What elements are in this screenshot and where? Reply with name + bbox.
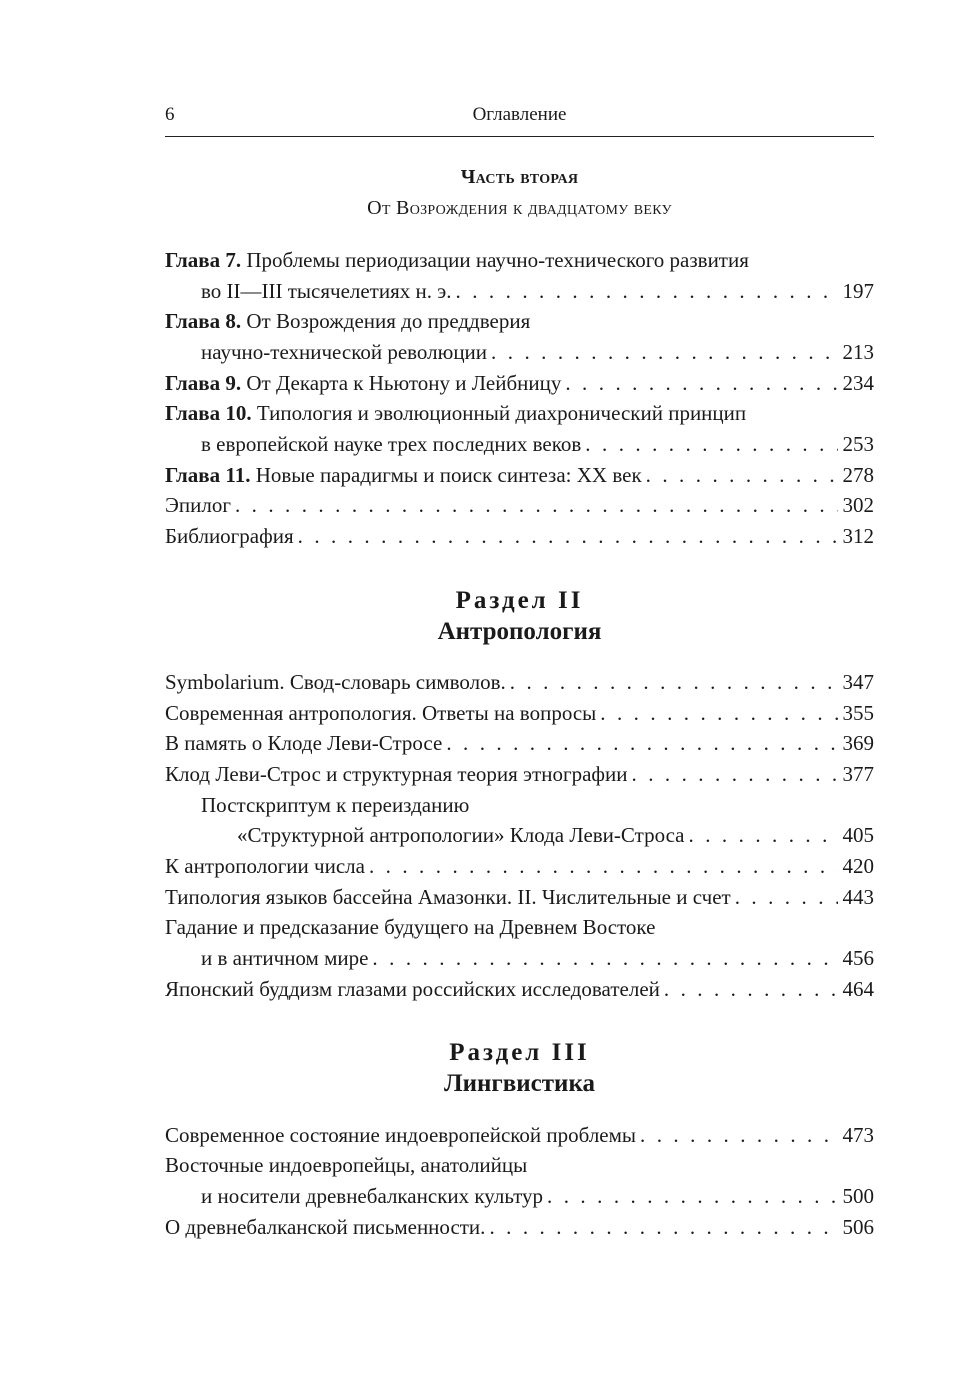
toc-entry-sub [201, 790, 874, 820]
entry-title: В память о Клоде Леви-Стросе [165, 731, 443, 755]
entry-title: Библиография [165, 524, 294, 548]
entry-title: Современная антропология. Ответы на вопросы [165, 701, 597, 725]
leader-dots [581, 429, 838, 459]
leader-dots [731, 882, 838, 912]
entry-title: К антропологии числа [165, 854, 365, 878]
section-subtitle: Антропология [437, 618, 602, 645]
leader-dots [543, 1181, 838, 1211]
page-ref: 197 [842, 279, 874, 303]
leader-dots [506, 667, 838, 697]
leader-dots [487, 337, 838, 367]
toc-entry-chapter11 [165, 460, 874, 490]
chapter-title-cont: во II—III тысячелетиях н. э. [201, 279, 452, 303]
page-ref: 278 [842, 463, 874, 487]
toc-entry-epilogue [165, 490, 874, 520]
toc-entry-chapter7 [165, 245, 874, 275]
chapter-label: Глава 8. [165, 309, 242, 333]
running-title: Оглавление [472, 104, 567, 125]
page-ref: 473 [842, 1123, 874, 1147]
chapter-label: Глава 7. [165, 248, 242, 272]
part-title: Часть вторая [460, 166, 579, 188]
page-ref: 302 [842, 493, 874, 517]
entry-title-cont: и в античном мире [201, 946, 369, 970]
page-ref: 369 [842, 731, 874, 755]
leader-dots [628, 759, 839, 789]
entry-title: Современное состояние индоевропейской проблемы [165, 1123, 637, 1147]
part-subtitle: От Возрождения к двадцатому веку [367, 197, 672, 219]
toc-entry-chapter10 [165, 398, 874, 428]
toc-entry [165, 1120, 874, 1150]
entry-title: О древнебалканской письменности. [165, 1215, 486, 1239]
page-ref: 443 [842, 885, 874, 909]
page-ref: 420 [842, 854, 874, 878]
page-ref: 312 [842, 524, 874, 548]
toc-entry [165, 974, 874, 1004]
chapter-title: Проблемы периодизации научно-технического развития [246, 248, 749, 272]
page-ref: 347 [842, 670, 874, 694]
page-ref: 355 [842, 701, 874, 725]
leader-dots [596, 698, 838, 728]
leader-dots [368, 943, 838, 973]
toc-entry [165, 728, 874, 758]
entry-title: Symbolarium. Свод-словарь символов. [165, 670, 506, 694]
toc-entry-chapter7-cont [201, 276, 874, 306]
page-ref: 405 [842, 823, 874, 847]
toc-entry-chapter10-cont [201, 429, 874, 459]
toc-entry [165, 1212, 874, 1242]
toc-entry-sub-cont [237, 820, 874, 850]
chapter-title-cont: в европейской науке трех последних веков [201, 432, 582, 456]
entry-title: Восточные индоевропейцы, анатолийцы [165, 1153, 528, 1177]
leader-dots [442, 728, 838, 758]
leader-dots [294, 521, 838, 551]
page-ref: 377 [842, 762, 874, 786]
chapter-title-cont: научно-технической революции [201, 340, 488, 364]
chapter-label: Глава 11. [165, 463, 251, 487]
toc-entry-chapter8-cont [201, 337, 874, 367]
toc-entry [165, 851, 874, 881]
page-number: 6 [165, 104, 175, 125]
leader-dots [452, 276, 838, 306]
page-ref: 213 [842, 340, 874, 364]
section-title: Раздел III [449, 1039, 590, 1066]
toc-entry-chapter9 [165, 368, 874, 398]
entry-title: Гадание и предсказание будущего на Древнем Востоке [165, 915, 656, 939]
leader-dots [685, 820, 838, 850]
leader-dots [642, 460, 838, 490]
page-ref: 464 [842, 977, 874, 1001]
toc-entry [165, 1150, 874, 1180]
chapter-title: От Возрождения до преддверия [246, 309, 531, 333]
toc-entry-cont [201, 943, 874, 973]
running-header [165, 104, 874, 137]
page-ref: 506 [842, 1215, 874, 1239]
chapter-label: Глава 10. [165, 401, 252, 425]
chapter-title: От Декарта к Ньютону и Лейбницу [246, 371, 562, 395]
leader-dots [365, 851, 838, 881]
chapter-title: Типология и эволюционный диахронический принцип [256, 401, 747, 425]
page-ref: 234 [842, 371, 874, 395]
toc-entry-cont [201, 1181, 874, 1211]
entry-title: Клод Леви-Строс и структурная теория этнографии [165, 762, 628, 786]
toc-entry-bibliography [165, 521, 874, 551]
leader-dots [561, 368, 838, 398]
page-ref: 456 [842, 946, 874, 970]
entry-title-cont: «Структурной антропологии» Клода Леви-Строса [237, 823, 685, 847]
toc-entry-chapter8 [165, 306, 874, 336]
leader-dots [231, 490, 838, 520]
leader-dots [660, 974, 838, 1004]
page-ref: 500 [842, 1184, 874, 1208]
toc-entry [165, 667, 874, 697]
toc-entry [165, 912, 874, 942]
entry-title: Японский буддизм глазами российских исследователей [165, 977, 660, 1001]
leader-dots [485, 1212, 838, 1242]
chapter-label: Глава 9. [165, 371, 242, 395]
entry-title: Типология языков бассейна Амазонки. II. Числительные и счет [165, 885, 731, 909]
section-title: Раздел II [455, 587, 584, 614]
toc-entry [165, 759, 874, 789]
toc-entry [165, 698, 874, 728]
page-ref: 253 [842, 432, 874, 456]
leader-dots [636, 1120, 838, 1150]
section-subtitle: Лингвистика [443, 1070, 595, 1097]
entry-title: Постскриптум к переизданию [201, 793, 470, 817]
entry-title-cont: и носители древнебалканских культур [201, 1184, 544, 1208]
toc-entry [165, 882, 874, 912]
entry-title: Эпилог [165, 493, 231, 517]
chapter-title: Новые парадигмы и поиск синтеза: XX век [255, 463, 642, 487]
